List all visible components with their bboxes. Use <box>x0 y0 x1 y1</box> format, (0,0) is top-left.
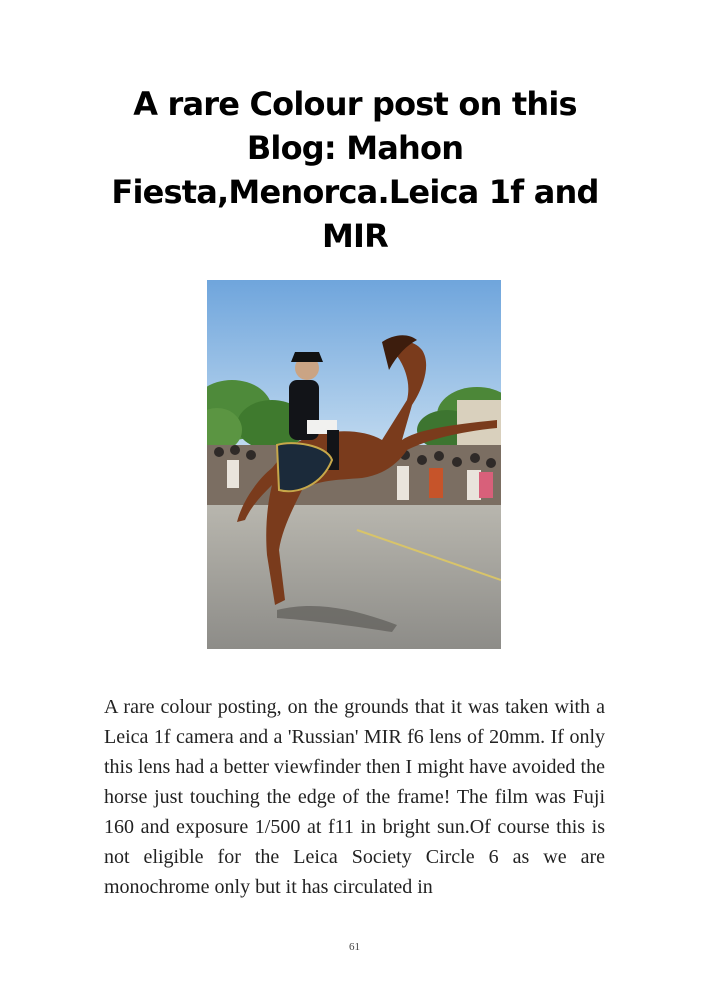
post-title: A rare Colour post on this Blog: Mahon Fiesta,Menorca.Leica 1f and MIR <box>111 85 599 255</box>
page-number: 61 <box>349 941 360 953</box>
fiesta-horse-photo <box>207 280 501 649</box>
post-body: A rare colour posting, on the grounds that it was taken with a Leica 1f camera and a 'Russian' MIR f6 lens of 20mm. If only this lens had a better viewfinder then I might have avoided the horse just touching the edge of the frame! The film was Fuji 160 and exposure 1/500 at f11 in bright sun.Of course this is not eligible for the Leica Society Circle 6 as we are monochrome only but it has circulated in <box>104 696 605 898</box>
